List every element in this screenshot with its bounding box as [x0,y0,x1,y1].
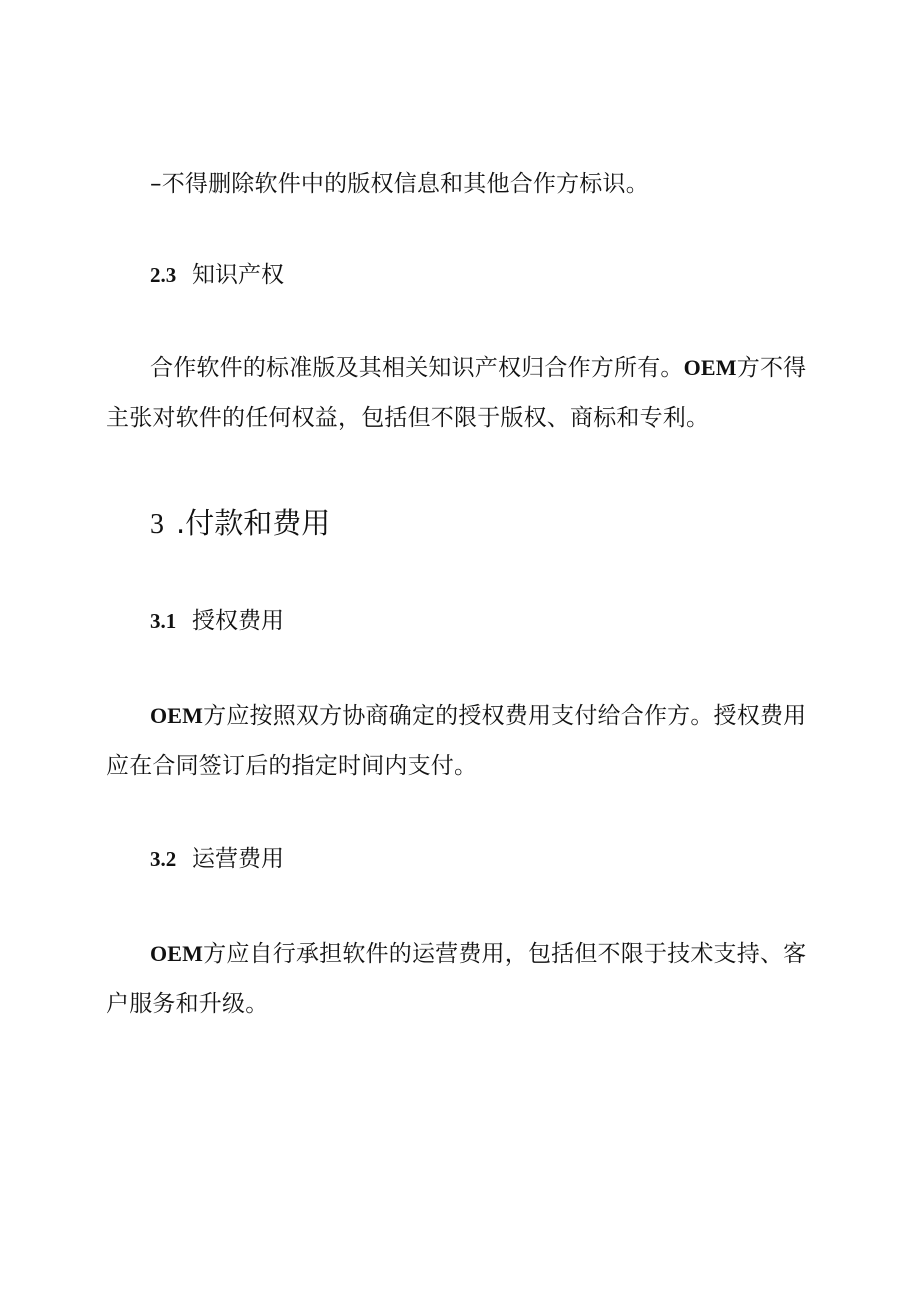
paragraph-line: 应在合同签订后的指定时间内支付。 [106,753,478,779]
oem-term: OEM [150,703,204,728]
section-3-1-heading [150,607,284,635]
section-2-3-heading [150,261,284,289]
oem-term: OEM [683,355,737,380]
section-number: 2.3 [150,263,177,287]
bullet-line: –不得删除软件中的版权信息和其他合作方标识。 [150,171,649,197]
paragraph-line: 户服务和升级。 [106,991,269,1017]
paragraph-line [150,940,806,968]
paragraph-line [150,702,806,730]
paragraph-line [150,354,806,382]
section-title: 授权费用 [192,608,284,634]
section-number: 3.2 [150,847,177,871]
section-number: 3 [150,509,164,540]
oem-term: OEM [150,941,204,966]
section-title: .付款和费用 [176,506,331,540]
section-title: 知识产权 [192,262,284,288]
section-3-2-heading [150,845,284,873]
text-run: 方不得 [736,355,807,381]
text-run: 合作软件的标准版及其相关知识产权归合作方所有。 [150,355,684,381]
section-3-heading [150,506,330,542]
text-run: 方应按照双方协商确定的授权费用支付给合作方。授权费用 [203,703,807,729]
paragraph-line: 主张对软件的任何权益，包括但不限于版权、商标和专利。 [106,405,710,431]
section-number: 3.1 [150,609,177,633]
section-title: 运营费用 [192,846,284,872]
text-run: 方应自行承担软件的运营费用，包括但不限于技术支持、客 [203,941,807,967]
